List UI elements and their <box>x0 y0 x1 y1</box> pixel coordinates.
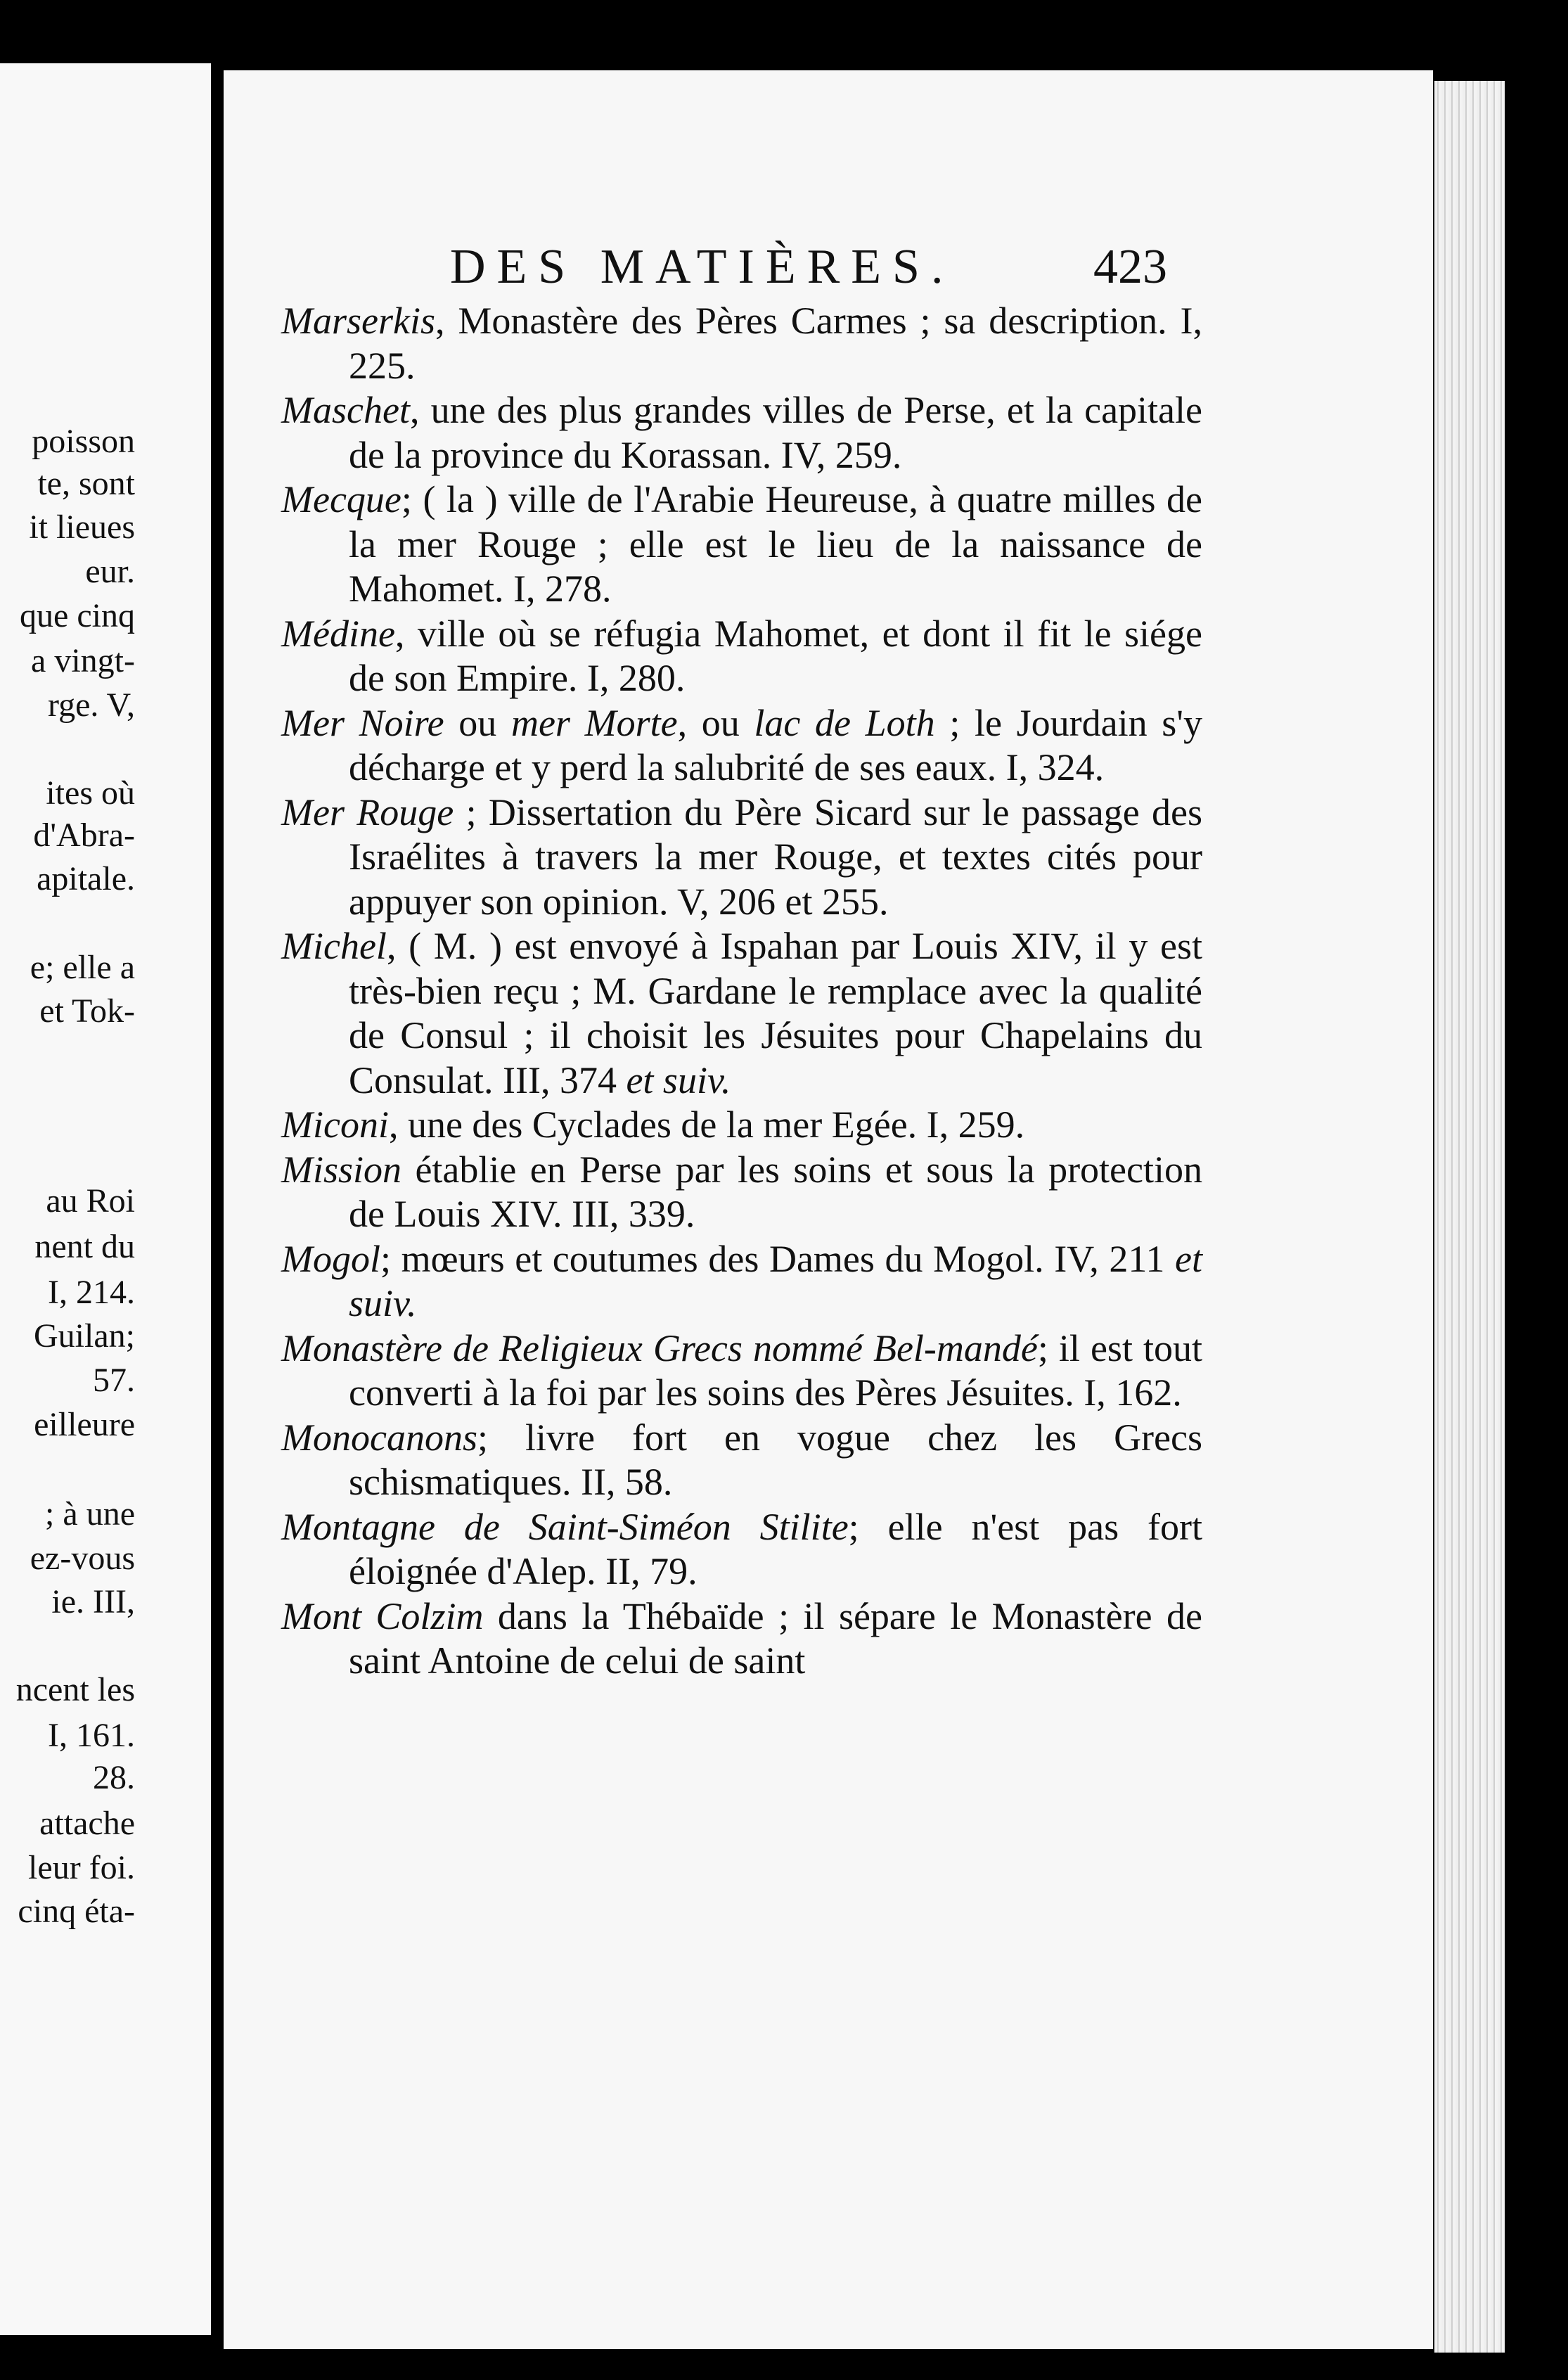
entry-text: , une des Cyclades de la mer Egée. I, 259. <box>388 1103 1025 1146</box>
facing-page-line: apitale. <box>37 860 135 897</box>
header-title: DES MATIÈRES. <box>450 240 955 294</box>
entry-headword: Maschet <box>281 389 410 431</box>
facing-page-line: ; à une <box>45 1495 135 1533</box>
facing-page-line: attache <box>39 1805 135 1842</box>
facing-page-line: 28. <box>93 1759 135 1796</box>
facing-page-line: e; elle a <box>30 949 135 986</box>
facing-page-line: nent du <box>34 1228 135 1265</box>
entry-headword: lac de Loth <box>754 701 935 744</box>
entry-reference-italic: et suiv. <box>626 1058 731 1101</box>
facing-page-line: te, sont <box>37 465 135 502</box>
index-entry <box>281 924 1202 1103</box>
entry-text: ; il est tout converti à la foi par les soins des Pères Jésuites. I, 162. <box>349 1326 1202 1414</box>
facing-page-line: ncent les <box>15 1671 135 1708</box>
entry-text: , Monastère des Pères Carmes ; sa description. I, 225. <box>349 300 1202 387</box>
facing-page <box>0 63 211 2335</box>
facing-page-line: et Tok- <box>39 992 135 1030</box>
entry-headword: Mecque <box>281 478 401 520</box>
facing-page-line: rge. V, <box>47 686 135 724</box>
facing-page-line: eilleure <box>34 1406 135 1443</box>
entry-text: , ou <box>677 701 754 744</box>
facing-page-line: d'Abra- <box>33 817 135 854</box>
index-entry <box>281 1103 1202 1148</box>
facing-page-line: I, 161. <box>48 1717 135 1754</box>
index-entry <box>281 1594 1202 1684</box>
index-entry <box>281 701 1202 791</box>
entry-headword: mer Morte <box>510 701 678 744</box>
entry-headword: Médine <box>281 612 395 655</box>
page-edges <box>1434 81 1505 2353</box>
entry-headword: Monastère de Religieux Grecs nommé Bel-mandé <box>281 1326 1038 1369</box>
entry-text: ; livre fort en vogue chez les Grecs schismatiques. II, 58. <box>349 1416 1202 1503</box>
facing-page-line: poisson <box>32 423 135 460</box>
facing-page-line: cinq éta- <box>18 1893 135 1930</box>
entry-text: établie en Perse par les soins et sous la protection de Louis XIV. III, 339. <box>349 1148 1202 1235</box>
facing-page-line: a vingt- <box>31 642 135 679</box>
running-header <box>450 239 1167 302</box>
facing-page-line: que cinq <box>20 597 135 634</box>
entry-headword: Mont Colzim <box>281 1594 484 1637</box>
index-entries <box>281 299 1202 1684</box>
entry-headword: Montagne de Saint-Siméon Stilite <box>281 1505 849 1548</box>
entry-headword: Miconi <box>281 1103 389 1146</box>
index-entry <box>281 612 1202 701</box>
entry-headword: Monocanons <box>281 1416 477 1459</box>
page-number: 423 <box>1093 240 1167 294</box>
index-entry <box>281 1326 1202 1416</box>
entry-headword: Mer Noire <box>281 701 444 744</box>
entry-text: ; Dissertation du Père Sicard sur le passage des Israélites à travers la mer Rouge, et textes cités pour appuyer son opinion. V, 206 et 255. <box>349 791 1203 923</box>
entry-text: , une des plus grandes villes de Perse, et la capitale de la province du Korassan. IV, 259. <box>349 389 1202 476</box>
entry-headword: Mission <box>281 1148 402 1191</box>
entry-text: ; ( la ) ville de l'Arabie Heureuse, à quatre milles de la mer Rouge ; elle est le lieu de la naissance de Mahomet. I, 278. <box>349 478 1202 610</box>
facing-page-line: Guilan; <box>34 1317 135 1355</box>
entry-text: ou <box>444 701 511 744</box>
entry-text: ; le Jourdain s'y décharge et y perd la salubrité de ses eaux. I, 324. <box>349 701 1203 788</box>
index-entry <box>281 1148 1202 1237</box>
entry-headword: Mer Rouge <box>281 791 454 833</box>
facing-page-line: ites où <box>46 774 135 812</box>
entry-headword: Michel <box>281 925 387 967</box>
entry-text: ; mœurs et coutumes des Dames du Mogol. IV, 211 <box>380 1237 1176 1280</box>
facing-page-line: au Roi <box>46 1182 135 1220</box>
entry-headword: Mogol <box>281 1237 380 1280</box>
entry-text: , ville où se réfugia Mahomet, et dont il fit le siége de son Empire. I, 280. <box>349 612 1202 699</box>
facing-page-line: 57. <box>93 1362 135 1399</box>
entry-text: dans la Thébaïde ; il sépare le Monastère de saint Antoine de celui de saint <box>349 1594 1202 1682</box>
facing-page-line: ez-vous <box>30 1540 135 1577</box>
entry-text: , ( M. ) est envoyé à Ispahan par Louis XIV, il y est très-bien reçu ; M. Gardane le remplace avec la qualité de Consul ; il choisit les Jésuites pour Chapelains du Consulat. III, 374 <box>349 925 1202 1101</box>
entry-reference-italic: et suiv. <box>349 1237 1202 1324</box>
facing-page-line: I, 214. <box>48 1274 135 1311</box>
index-entry <box>281 1237 1202 1326</box>
index-entry <box>281 388 1202 478</box>
index-entry <box>281 1416 1202 1505</box>
facing-page-line: ie. III, <box>51 1583 135 1620</box>
index-entry <box>281 478 1202 612</box>
index-entry <box>281 791 1202 925</box>
entry-headword: Marserkis <box>281 300 435 342</box>
index-entry <box>281 299 1202 388</box>
facing-page-line: leur foi. <box>28 1849 135 1886</box>
facing-page-line: it lieues <box>29 508 135 546</box>
facing-page-line: eur. <box>85 553 135 590</box>
index-entry <box>281 1505 1202 1594</box>
entry-text: ; elle n'est pas fort éloignée d'Alep. II, 79. <box>349 1505 1203 1592</box>
